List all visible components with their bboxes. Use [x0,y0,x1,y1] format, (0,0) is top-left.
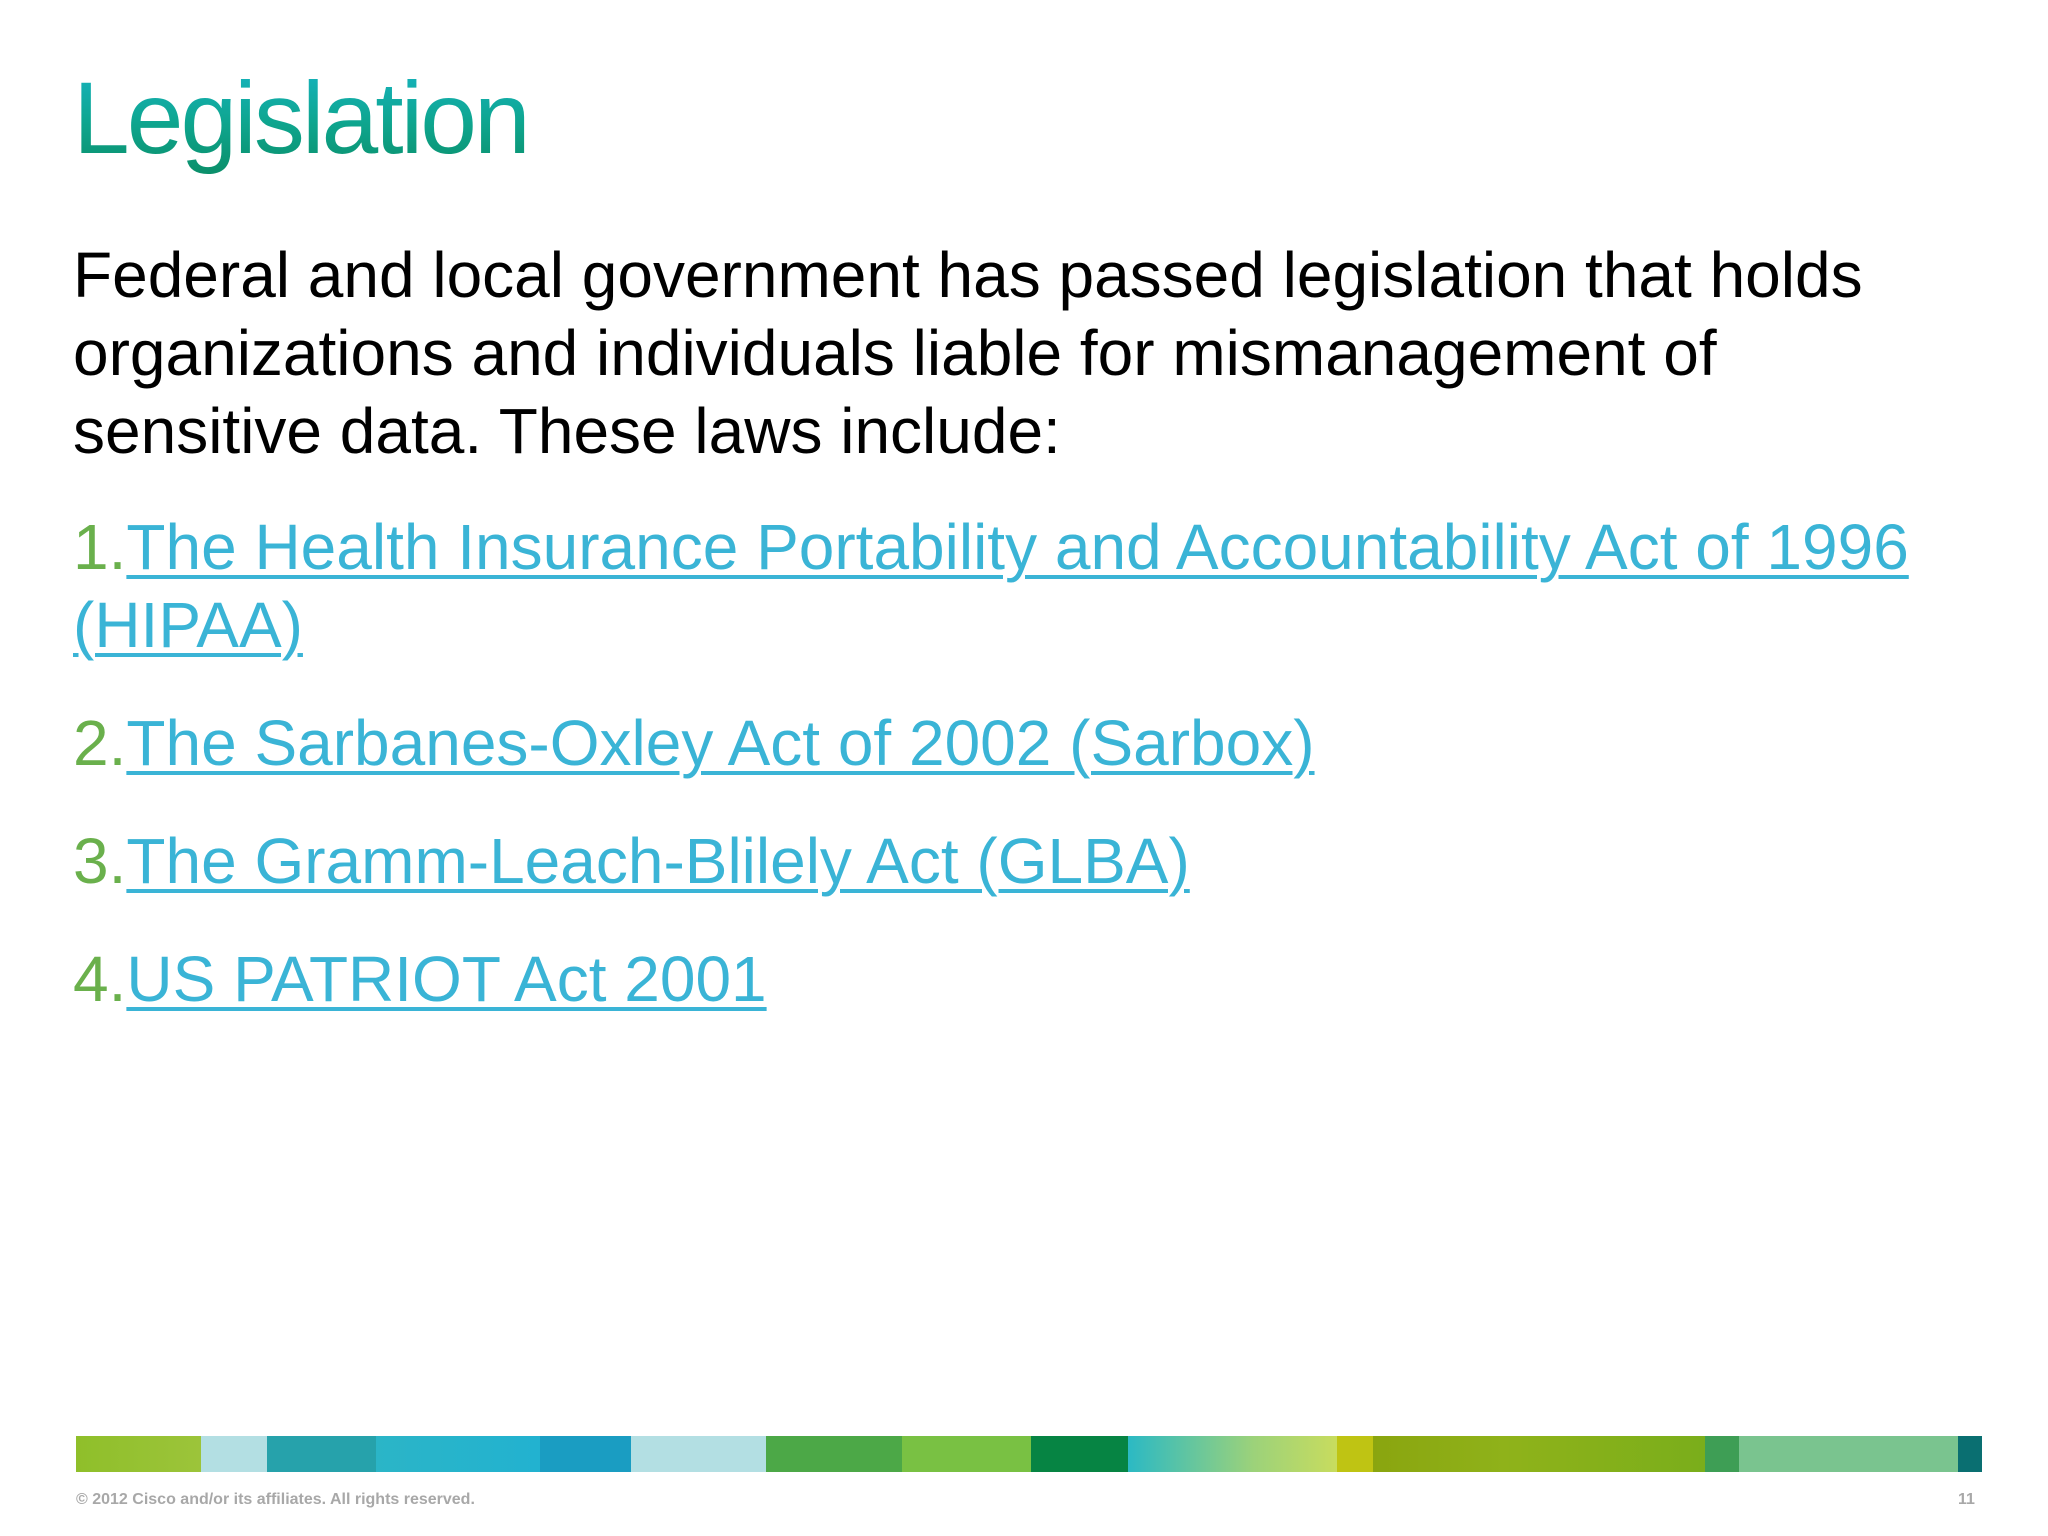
color-segment [1958,1436,1982,1472]
hipaa-link[interactable]: The Health Insurance Portability and Accountability Act of 1996 (HIPAA) [73,511,1909,661]
color-segment [76,1436,201,1472]
color-segment [1705,1436,1739,1472]
list-item [73,822,1973,900]
page-number: 11 [1958,1491,1975,1508]
intro-paragraph: Federal and local government has passed legislation that holds organizations and individuals liable for mismanagement of sensitive data. These laws include: [73,239,1863,467]
slide-title: Legislation [73,61,528,175]
list-item [73,508,1973,664]
color-segment [1373,1436,1705,1472]
sarbox-link[interactable]: The Sarbanes-Oxley Act of 2002 (Sarbox) [126,707,1315,779]
glba-link[interactable]: The Gramm-Leach-Blilely Act (GLBA) [126,825,1190,897]
color-segment [1337,1436,1373,1472]
law-list [73,508,1973,1058]
color-segment [267,1436,376,1472]
color-segment [902,1436,1031,1472]
list-number: 4. [73,943,127,1015]
color-segment [766,1436,901,1472]
copyright-text: © 2012 Cisco and/or its affiliates. All rights reserved. [76,1491,475,1508]
color-segment [540,1436,632,1472]
list-number: 2. [73,707,127,779]
footer-color-bar [76,1436,1982,1472]
color-segment [631,1436,766,1472]
list-item [73,704,1973,782]
color-segment [201,1436,267,1472]
color-segment [1739,1436,1958,1472]
list-number: 1. [73,511,127,583]
color-segment [1128,1436,1337,1472]
list-item [73,940,1973,1018]
color-segment [1031,1436,1128,1472]
color-segment [376,1436,539,1472]
patriot-act-link[interactable]: US PATRIOT Act 2001 [126,943,767,1015]
list-number: 3. [73,825,127,897]
